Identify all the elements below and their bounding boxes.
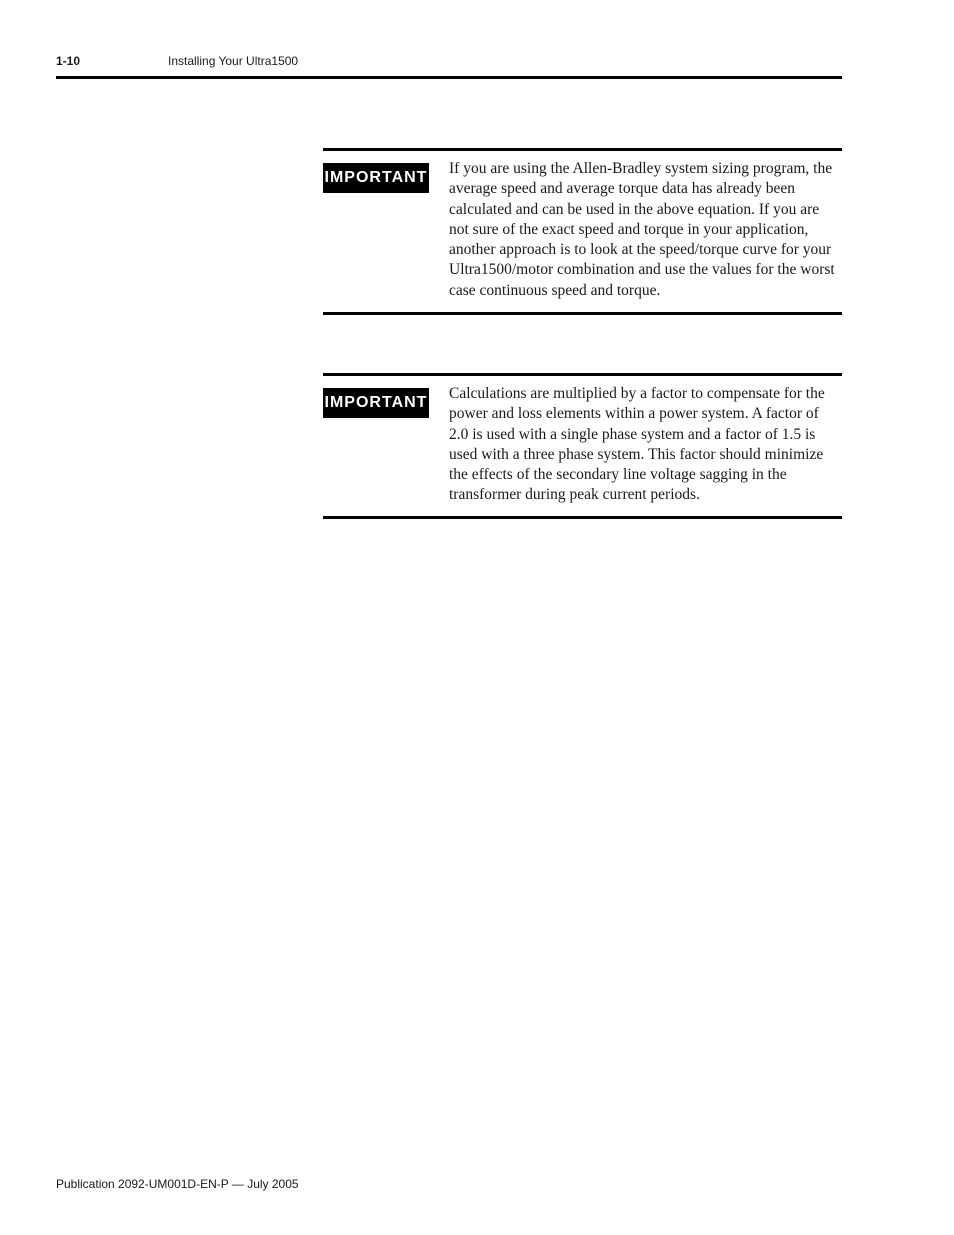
- important-notice-calculation-factor: [323, 373, 842, 519]
- page-header: [56, 52, 842, 79]
- important-notice-sizing-program: [323, 148, 842, 315]
- page-number: 1-10: [56, 54, 81, 68]
- notice-text: Calculations are multiplied by a factor to compensate for the power and loss elements within a power system. A factor of 2.0 is used with a single phase system and a factor of 1.5 is used with a three phase system. This factor should minimize the effects of the secondary line voltage sagging in the transformer during peak current periods.: [449, 385, 825, 504]
- important-badge: IMPORTANT: [323, 163, 429, 193]
- important-badge: IMPORTANT: [323, 388, 429, 418]
- notice-text: If you are using the Allen-Bradley system sizing program, the average speed and average torque data has already been calculated and can be used in the above equation. If you are not sure of the exact speed and torque in your application, another approach is to look at the speed/torque curve for your Ultra1500/motor combination and use the values for the worst case continuous speed and torque.: [449, 160, 835, 299]
- publication-footer: Publication 2092-UM001D-EN-P — July 2005: [56, 1177, 299, 1191]
- running-title: Installing Your Ultra1500: [168, 54, 299, 68]
